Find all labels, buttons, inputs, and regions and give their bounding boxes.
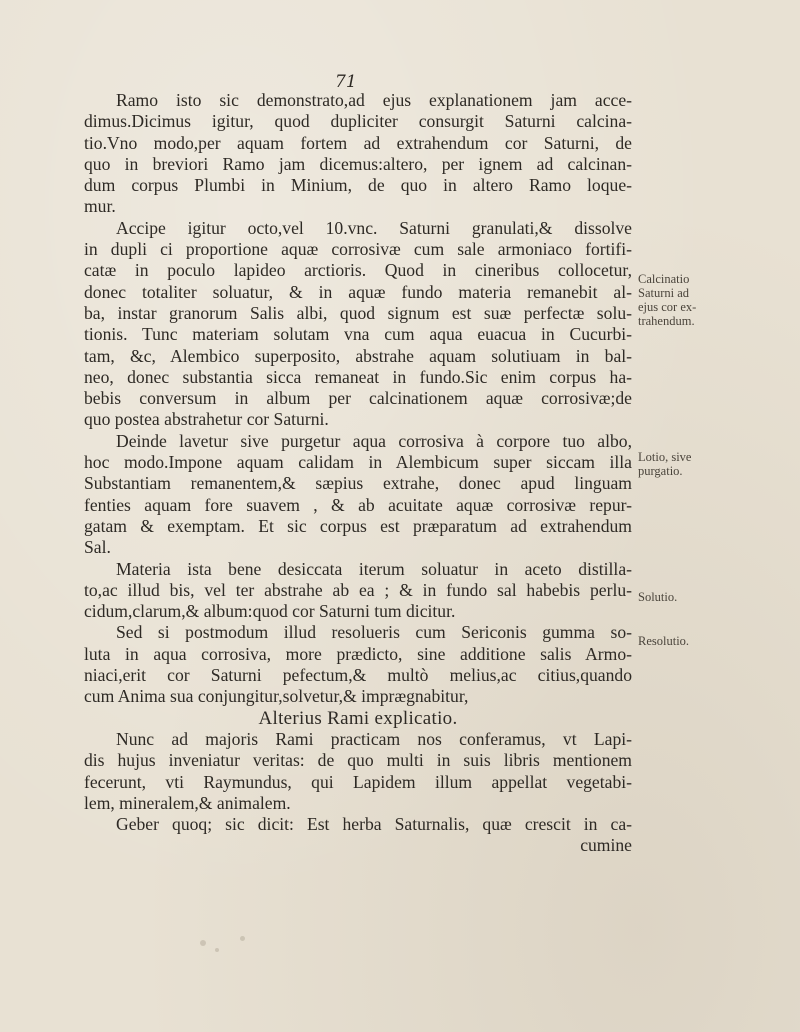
text-line: hoc modo.Impone aquam calidam in Alembicum super siccam illa — [84, 452, 632, 473]
marginal-line: Calcinatio — [638, 272, 690, 286]
text-line: quo postea abstrahetur cor Saturni. — [84, 409, 329, 430]
text-line: tionis. Tunc materiam solutam vna cum aqua euacua in Cucurbi- — [84, 324, 632, 345]
text-line: catæ in poculo lapideo arctioris. Quod in cineribus collocetur, — [84, 260, 632, 281]
text-line: tio.Vno modo,per aquam fortem ad extrahendum cor Saturni, de — [84, 132, 632, 153]
text-line: Sal. — [84, 537, 111, 558]
marginal-line: Lotio, sive — [638, 450, 692, 464]
body-text — [84, 90, 632, 857]
text-line: niaci,erit cor Saturni pefectum,& multò melius,ac citius,quando — [84, 665, 632, 686]
text-line: Geber quoq; sic dicit: Est herba Saturnalis, quæ crescit in ca- — [116, 814, 632, 835]
text-line: Accipe igitur octo,vel 10.vnc. Saturni granulati,& dissolve — [116, 217, 632, 238]
text-line: donec totaliter soluatur, & in aquæ fundo materia remanebit al- — [84, 281, 632, 302]
text-line: bebis conversum in album per calcinationem aquæ corrosivæ;de — [84, 388, 632, 409]
page-number: 71 — [335, 72, 357, 92]
text-line: gatam & exemptam. Et sic corpus est præparatum ad extrahendum — [84, 515, 632, 536]
text-line: dum corpus Plumbi in Minium, de quo in altero Ramo loque- — [84, 175, 632, 196]
marginal-note-resolutio — [638, 634, 689, 648]
text-line: mur. — [84, 196, 116, 217]
text-line: in dupli ci proportione aquæ corrosivæ cum sale armoniaco fortifi- — [84, 239, 632, 260]
ink-stain — [240, 936, 245, 941]
text-line: neo, donec substantia sicca remaneat in fundo.Sic enim corpus ha- — [84, 366, 632, 387]
text-line: luta in aqua corrosiva, more prædicto, sine additione salis Armo- — [84, 643, 632, 664]
ink-stain — [215, 948, 219, 952]
marginal-line: Solutio. — [638, 590, 678, 604]
catchword: cumine — [580, 835, 632, 856]
marginal-note-solutio — [638, 590, 677, 604]
text-line: Substantiam remanentem,& sæpius extrahe, donec apud linguam — [84, 473, 632, 494]
section-heading: Alterius Rami explicatio. — [258, 707, 458, 729]
text-line: Deinde lavetur sive purgetur aqua corrosiva à corpore tuo albo, — [116, 430, 632, 451]
text-line: fenties aquam fore suavem , & ab acuitate aquæ corrosivæ repur- — [84, 494, 632, 515]
text-line: fecerunt, vti Raymundus, qui Lapidem illum appellat vegetabi- — [84, 771, 632, 792]
text-line: Nunc ad majoris Rami practicam nos conferamus, vt Lapi- — [116, 728, 632, 749]
text-line: dimus.Dicimus igitur, quod dupliciter consurgit Saturni calcina- — [84, 111, 632, 132]
text-line: to,ac illud bis, vel ter abstrahe ab ea ; & in fundo sal habebis perlu- — [84, 579, 632, 600]
ink-stain — [200, 940, 206, 946]
text-line: ba, instar granorum Salis albi, quod signum est suæ perfectæ solu- — [84, 302, 632, 323]
marginal-line: trahendum. — [638, 314, 695, 328]
text-line: cidum,clarum,& album:quod cor Saturni tum dicitur. — [84, 601, 456, 622]
text-line: Ramo isto sic demonstrato,ad ejus explanationem jam acce- — [116, 90, 632, 110]
text-line: Materia ista bene desiccata iterum soluatur in aceto distilla- — [116, 558, 632, 579]
text-line: cum Anima sua conjungitur,solvetur,& imprægnabitur, — [84, 686, 469, 707]
text-line: lem, mineralem,& animalem. — [84, 792, 291, 813]
marginal-line: purgatio. — [638, 464, 683, 478]
text-line: Sed si postmodum illud resolueris cum Sericonis gumma so- — [116, 622, 632, 643]
text-line: quo in breviori Ramo jam dicemus:altero, per ignem ad calcinan- — [84, 153, 632, 174]
marginal-line: Saturni ad — [638, 286, 690, 300]
marginal-line: Resolutio. — [638, 634, 690, 648]
marginal-note-lotio — [638, 450, 691, 478]
marginal-line: ejus cor ex- — [638, 300, 697, 314]
marginal-note-calcinatio — [638, 272, 696, 328]
text-line: dis hujus inveniatur veritas: de quo multi in suis libris mentionem — [84, 750, 632, 771]
text-line: tam, &c, Alembico superposito, abstrahe aquam solutiuam in bal- — [84, 345, 632, 366]
